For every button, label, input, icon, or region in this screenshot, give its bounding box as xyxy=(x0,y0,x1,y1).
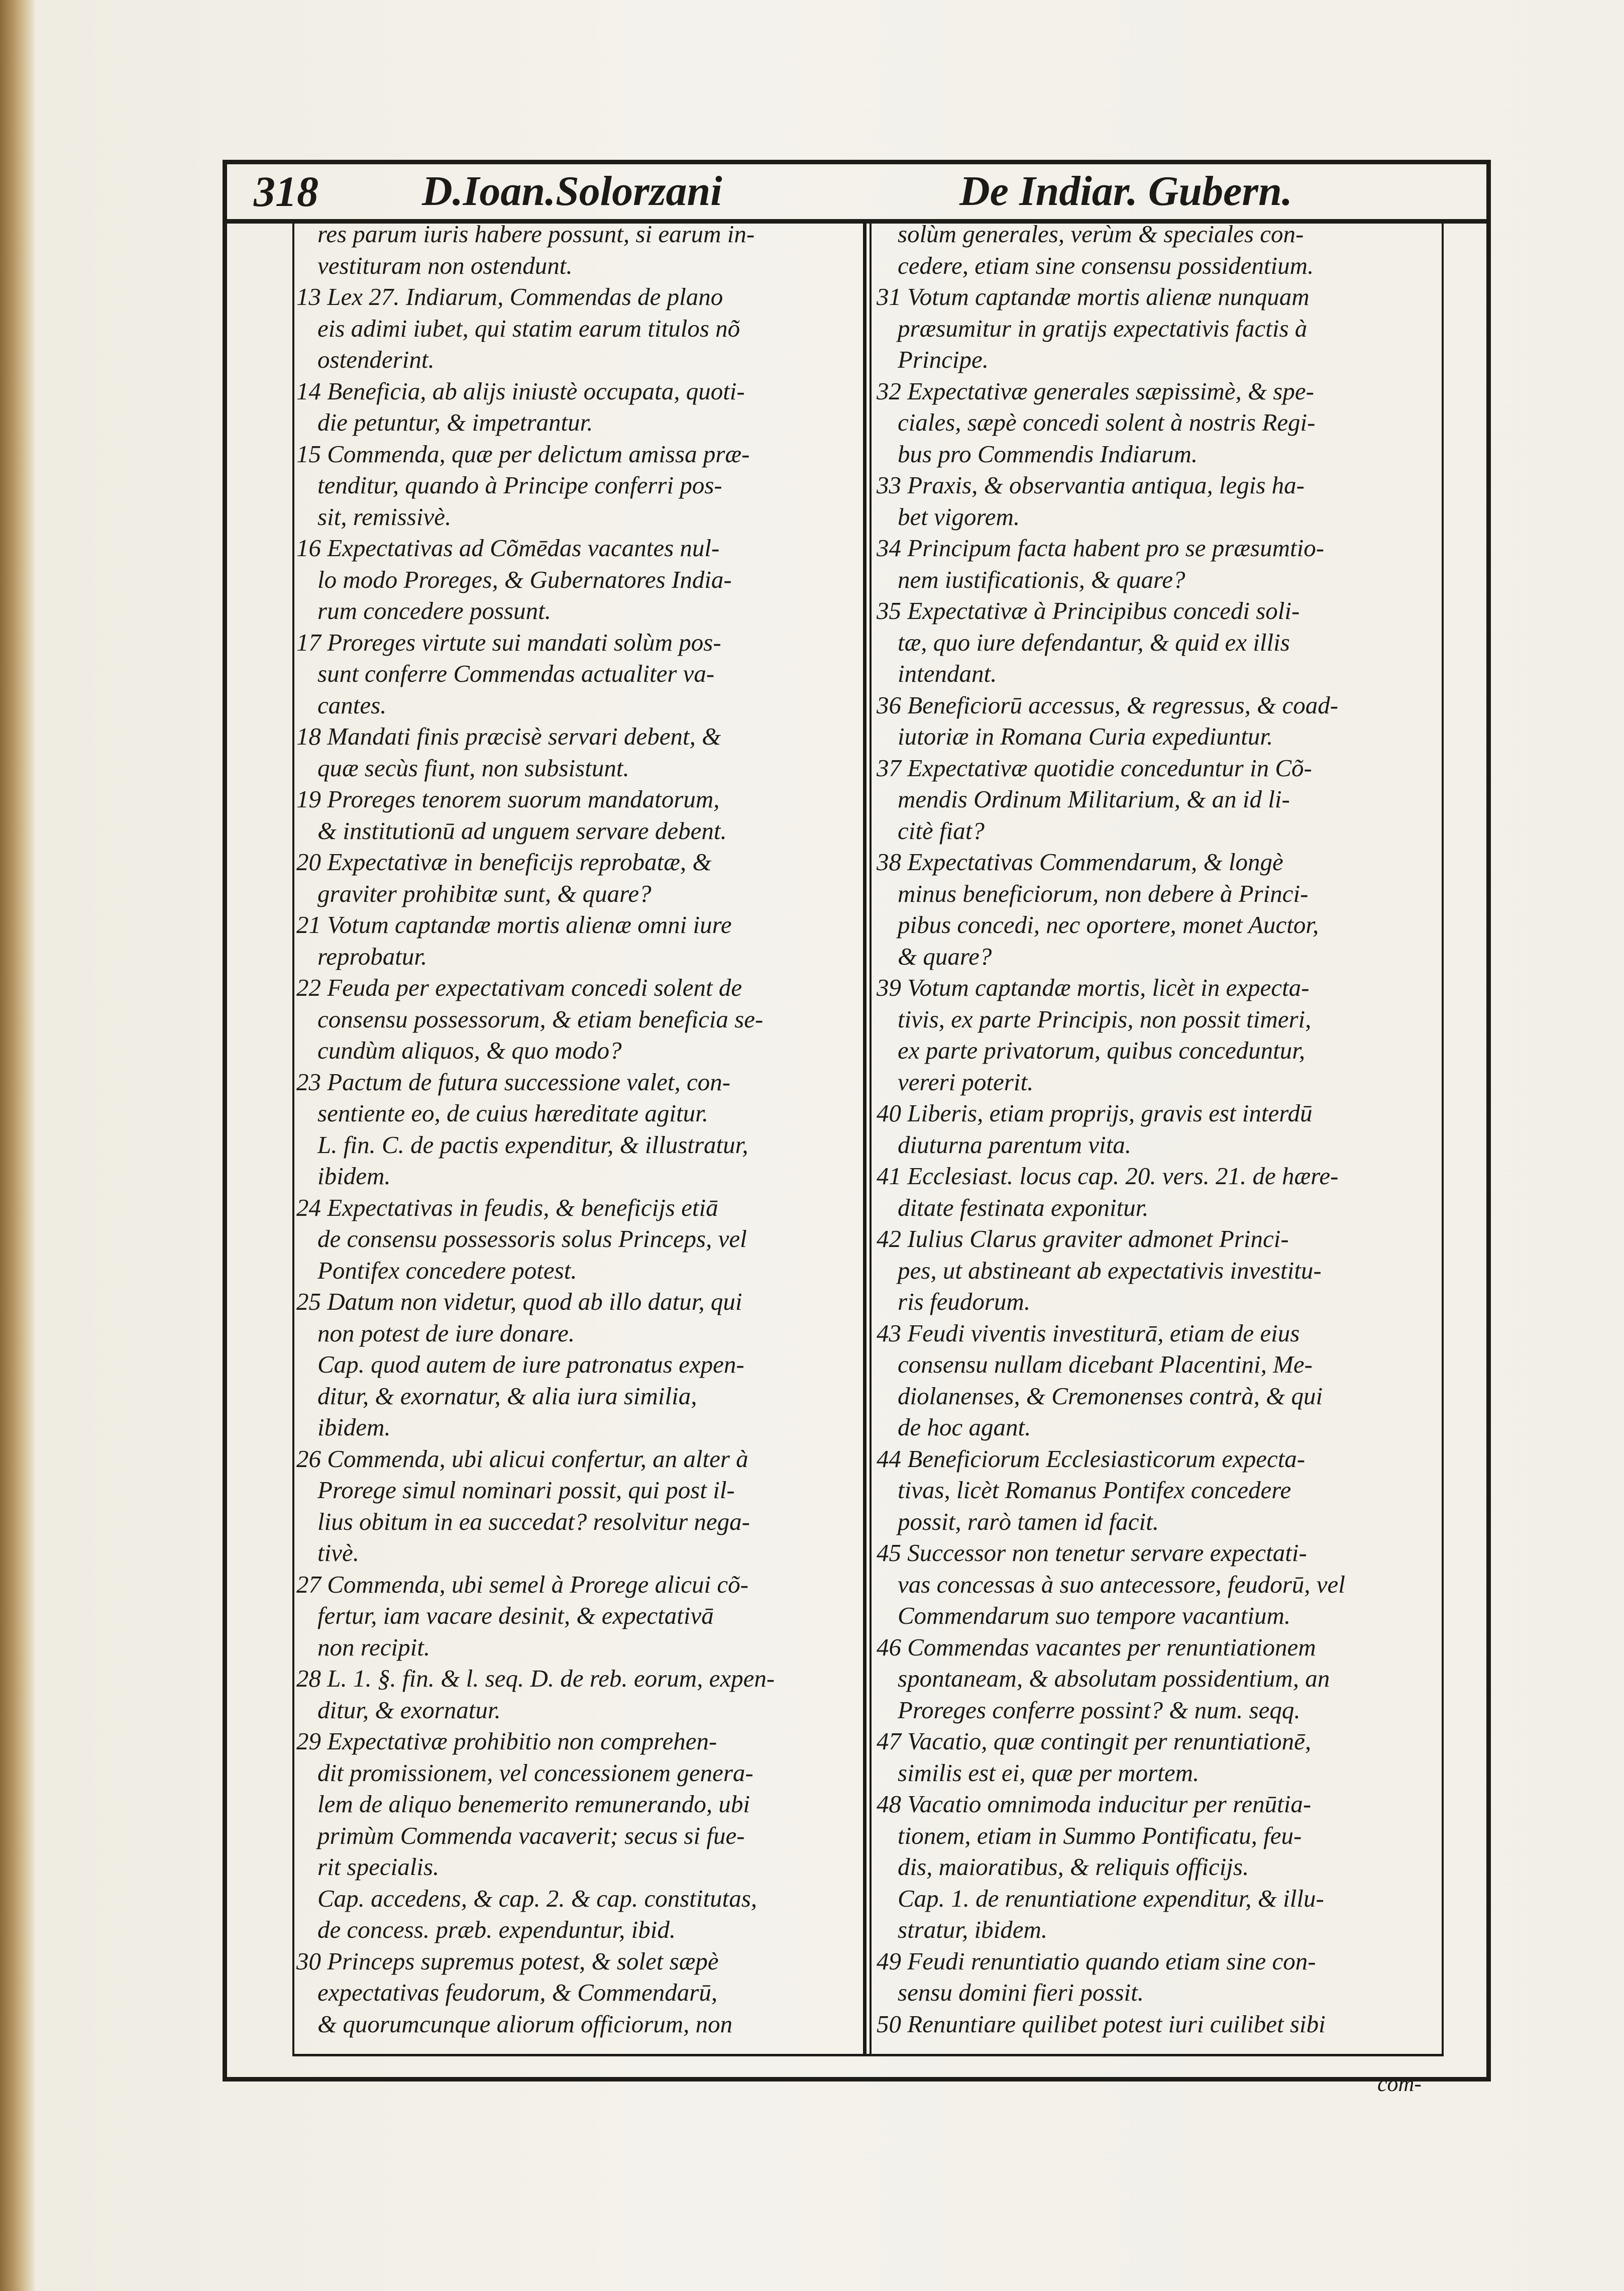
text-line: ditur, & exornatur. xyxy=(317,1696,501,1724)
text-line: 26 Commenda, ubi alicui confertur, an alter à xyxy=(296,1444,748,1473)
running-head-title: De Indiar. Gubern. xyxy=(959,168,1292,215)
text-line: 43 Feudi viventis investiturā, etiam de eius xyxy=(877,1319,1300,1347)
text-line: non potest de iure donare. xyxy=(317,1319,575,1347)
text-line: possit, rarò tamen id facit. xyxy=(898,1507,1159,1535)
text-line: 39 Votum captandæ mortis, licèt in expecta- xyxy=(877,974,1310,1001)
text-line: 49 Feudi renuntiatio quando etiam sine con- xyxy=(877,1947,1316,1975)
text-line: 33 Praxis, & observantia antiqua, legis ha- xyxy=(877,471,1305,499)
text-line: lem de aliquo benemerito remunerando, ubi xyxy=(317,1790,750,1818)
text-line: L. fin. C. de pactis expenditur, & illustratur, xyxy=(317,1130,748,1159)
text-line: ibidem. xyxy=(317,1162,391,1190)
text-line: 25 Datum non videtur, quod ab illo datur, qui xyxy=(296,1288,742,1315)
text-line: lius obitum in ea succedat? resolvitur nega- xyxy=(317,1507,750,1535)
text-line: 24 Expectativas in feudis, & beneficijs etiā xyxy=(296,1193,718,1221)
text-line: Prorege simul nominari possit, qui post il- xyxy=(317,1476,735,1504)
text-line: 37 Expectativæ quotidie conceduntur in Cõ- xyxy=(877,754,1312,782)
text-line: solùm generales, verùm & speciales con- xyxy=(898,220,1304,248)
text-line: similis est ei, quæ per mortem. xyxy=(898,1758,1200,1787)
right-column xyxy=(877,219,1437,2040)
text-line: tivis, ex parte Principis, non possit timeri, xyxy=(898,1005,1312,1033)
text-line: minus beneficiorum, non debere à Princi- xyxy=(898,879,1309,907)
text-line: de hoc agant. xyxy=(898,1413,1031,1441)
text-line: 13 Lex 27. Indiarum, Commendas de plano xyxy=(296,283,723,310)
catchword: com- xyxy=(1377,2071,1422,2096)
text-line: mendis Ordinum Militarium, & an id li- xyxy=(898,785,1290,813)
text-line: rum concedere possunt. xyxy=(317,597,551,624)
text-line: lo modo Proreges, & Gubernatores India- xyxy=(317,565,732,593)
text-line: vestituram non ostendunt. xyxy=(317,251,573,279)
text-line: diuturna parentum vita. xyxy=(898,1130,1132,1159)
text-line: expectativas feudorum, & Commendarū, xyxy=(317,1978,718,2006)
inner-frame-bottom xyxy=(292,2054,1444,2056)
text-line: 32 Expectativæ generales sæpissimè, & spe- xyxy=(877,377,1314,405)
text-line: citè fiat? xyxy=(898,816,985,845)
text-line: cantes. xyxy=(317,691,387,719)
text-line: 50 Renuntiare quilibet potest iuri cuilibet sibi xyxy=(877,2010,1326,2038)
text-line: ris feudorum. xyxy=(898,1288,1031,1315)
text-line: consensu possessorum, & etiam beneficia se- xyxy=(317,1005,764,1033)
text-line: cundùm aliquos, & quo modo? xyxy=(317,1036,622,1064)
text-line: ciales, sæpè concedi solent à nostris Regi- xyxy=(898,408,1316,436)
text-line: 29 Expectativæ prohibitio non comprehen- xyxy=(296,1727,717,1755)
left-column xyxy=(296,219,854,2040)
text-line: vas concessas à suo antecessore, feudorū, vel xyxy=(898,1570,1345,1598)
text-line: vereri poterit. xyxy=(898,1068,1034,1096)
text-line: intendant. xyxy=(898,660,997,687)
text-line: die petuntur, & impetrantur. xyxy=(317,408,593,436)
text-line: ostenderint. xyxy=(317,346,435,373)
column-divider-right xyxy=(870,224,872,2055)
text-line: 38 Expectativas Commendarum, & longè xyxy=(877,848,1283,876)
text-line: 40 Liberis, etiam proprijs, gravis est interdū xyxy=(877,1099,1313,1127)
text-line: 44 Beneficiorum Ecclesiasticorum expecta- xyxy=(877,1444,1306,1473)
text-line: rit specialis. xyxy=(317,1853,440,1881)
text-line: 14 Beneficia, ab alijs iniustè occupata, quoti- xyxy=(296,377,745,405)
text-line: 19 Proreges tenorem suorum mandatorum, xyxy=(296,785,720,813)
text-line: 22 Feuda per expectativam concedi solent de xyxy=(296,974,742,1001)
text-line: res parum iuris habere possunt, si earum in- xyxy=(317,220,755,248)
text-line: graviter prohibitæ sunt, & quare? xyxy=(317,879,652,907)
text-line: stratur, ibidem. xyxy=(898,1916,1048,1943)
text-line: nem iustificationis, & quare? xyxy=(898,565,1185,593)
text-line: 41 Ecclesiast. locus cap. 20. vers. 21. de hære- xyxy=(877,1162,1339,1190)
text-line: eis adimi iubet, qui statim earum titulos nõ xyxy=(317,314,740,342)
text-line: Principe. xyxy=(898,346,989,373)
running-head-author: D.Ioan.Solorzani xyxy=(422,168,722,215)
text-line: tionem, etiam in Summo Pontificatu, feu- xyxy=(898,1821,1302,1849)
text-line: ibidem. xyxy=(317,1413,391,1441)
text-line: 21 Votum captandæ mortis alienæ omni iure xyxy=(296,911,732,939)
text-line: reprobatur. xyxy=(317,942,427,970)
text-line: & quorumcunque aliorum officiorum, non xyxy=(317,2010,733,2038)
text-line: pes, ut abstineant ab expectativis investitu- xyxy=(898,1256,1322,1284)
text-line: primùm Commenda vacaverit; secus si fue- xyxy=(317,1821,745,1849)
page-number: 318 xyxy=(254,167,318,216)
text-line: & quare? xyxy=(898,942,992,970)
text-line: 27 Commenda, ubi semel à Prorege alicui cõ- xyxy=(296,1570,748,1598)
text-line: sit, remissivè. xyxy=(317,502,452,531)
text-line: 36 Beneficiorū accessus, & regressus, & coad- xyxy=(877,691,1339,719)
text-line: Cap. quod autem de iure patronatus expen- xyxy=(317,1350,744,1378)
text-line: & institutionū ad unguem servare debent. xyxy=(317,816,727,845)
text-line: dis, maioratibus, & reliquis officijs. xyxy=(898,1853,1249,1881)
text-line: Proreges conferre possint? & num. seqq. xyxy=(898,1696,1301,1724)
text-line: pibus concedi, nec oportere, monet Auctor, xyxy=(898,911,1319,939)
text-line: sunt conferre Commendas actualiter va- xyxy=(317,660,715,687)
text-line: sensu domini fieri possit. xyxy=(898,1978,1144,2006)
text-line: 30 Princeps supremus potest, & solet sæpè xyxy=(296,1947,719,1975)
text-line: Cap. 1. de renuntiatione expenditur, & illu- xyxy=(898,1884,1324,1912)
inner-frame-left xyxy=(292,224,294,2055)
text-line: de consensu possessoris solus Princeps, vel xyxy=(317,1225,747,1253)
text-line: dit promissionem, vel concessionem genera- xyxy=(317,1758,753,1787)
text-line: ditur, & exornatur, & alia iura similia, xyxy=(317,1382,697,1410)
text-line: 15 Commenda, quæ per delictum amissa præ- xyxy=(296,440,750,468)
text-line: 45 Successor non tenetur servare expectati- xyxy=(877,1539,1307,1567)
text-line: 48 Vacatio omnimoda inducitur per renūtia- xyxy=(877,1790,1312,1818)
text-line: consensu nullam dicebant Placentini, Me- xyxy=(898,1350,1313,1378)
text-line: quæ secùs fiunt, non subsistunt. xyxy=(317,754,629,782)
text-line: præsumitur in gratijs expectativis factis à xyxy=(898,314,1308,342)
text-line: 42 Iulius Clarus graviter admonet Princi- xyxy=(877,1225,1289,1253)
text-line: tivas, licèt Romanus Pontifex concedere xyxy=(898,1476,1291,1504)
column-divider-left xyxy=(863,224,867,2055)
text-line: 18 Mandati finis præcisè servari debent, & xyxy=(296,722,721,750)
text-line: spontaneam, & absolutam possidentium, an xyxy=(898,1664,1330,1692)
text-line: iutoriæ in Romana Curia expediuntur. xyxy=(898,722,1273,750)
text-line: cedere, etiam sine consensu possidentium. xyxy=(898,251,1314,279)
text-line: 35 Expectativæ à Principibus concedi soli- xyxy=(877,597,1300,624)
text-line: 17 Proreges virtute sui mandati solùm pos- xyxy=(296,628,721,656)
text-line: tæ, quo iure defendantur, & quid ex illis xyxy=(898,628,1290,656)
text-line: non recipit. xyxy=(317,1633,430,1661)
text-line: fertur, iam vacare desinit, & expectativā xyxy=(317,1602,714,1629)
text-line: Cap. accedens, & cap. 2. & cap. constitutas, xyxy=(317,1884,757,1912)
text-line: Commendarum suo tempore vacantium. xyxy=(898,1602,1291,1629)
text-line: ex parte privatorum, quibus conceduntur, xyxy=(898,1036,1306,1064)
text-line: ditate festinata exponitur. xyxy=(898,1193,1149,1221)
text-line: 47 Vacatio, quæ contingit per renuntiationē, xyxy=(877,1727,1312,1755)
text-line: 16 Expectativas ad Cõmēdas vacantes nul- xyxy=(296,534,720,562)
text-line: 20 Expectativæ in beneficijs reprobatæ, & xyxy=(296,848,712,876)
text-line: 46 Commendas vacantes per renuntiationem xyxy=(877,1633,1316,1661)
text-line: de concess. præb. expenduntur, ibid. xyxy=(317,1916,676,1943)
text-line: Pontifex concedere potest. xyxy=(317,1256,577,1284)
text-line: sentiente eo, de cuius hæreditate agitur. xyxy=(317,1099,708,1127)
text-line: 31 Votum captandæ mortis alienæ nunquam xyxy=(877,283,1310,310)
inner-frame-right xyxy=(1442,224,1444,2055)
text-line: tivè. xyxy=(317,1539,359,1567)
text-line: 28 L. 1. §. fin. & l. seq. D. de reb. eorum, expen- xyxy=(296,1664,775,1692)
text-line: 34 Principum facta habent pro se præsumtio- xyxy=(877,534,1325,562)
text-line: tenditur, quando à Principe conferri pos- xyxy=(317,471,722,499)
text-line: diolanenses, & Cremonenses contrà, & qui xyxy=(898,1382,1323,1410)
text-line: bet vigorem. xyxy=(898,502,1020,531)
book-spine-edge xyxy=(0,0,35,2291)
text-line: 23 Pactum de futura successione valet, con- xyxy=(296,1068,731,1096)
text-line: bus pro Commendis Indiarum. xyxy=(898,440,1198,468)
